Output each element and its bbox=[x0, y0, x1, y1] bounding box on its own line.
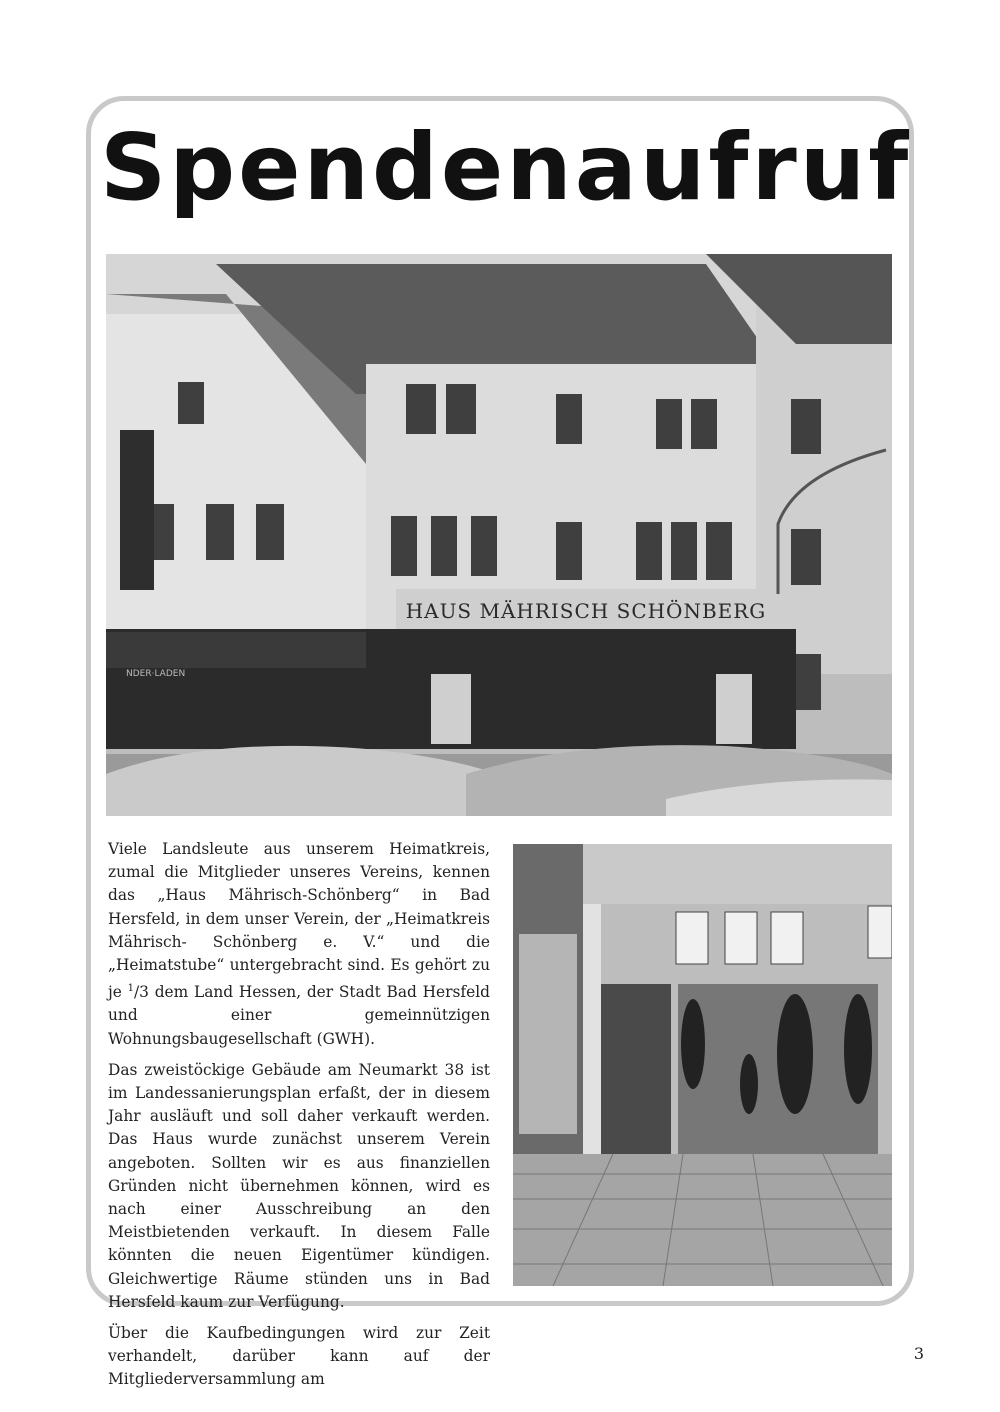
paragraph-3: Über die Kaufbedingungen wird zur Zeit verhandelt, darüber kann auf der Mitgliederversammlung am bbox=[108, 1324, 490, 1389]
article-body bbox=[108, 838, 490, 1400]
shop-sign-text: NDER·LADEN bbox=[126, 669, 186, 679]
paragraph-1-part-1: Viele Landsleute aus unserem Heimatkreis, zumal die Mitglieder unseres Vereins, kennen das „Haus Mährisch-Schönberg“ in Bad Hersfeld, in dem unser Verein, der „Heimatkreis Mährisch- Schönberg e. V.“ und die „Heimatstube“ untergebracht sind. Es gehört zu je bbox=[108, 840, 490, 1002]
paragraph-1-part-2: dem Land Hessen, der Stadt Bad Hersfeld und einer gemeinnützigen Wohnungsbaugesellschaft (GWH). bbox=[108, 983, 490, 1048]
page-number: 3 bbox=[913, 1344, 924, 1363]
paragraph-1 bbox=[108, 838, 490, 1051]
heimatstube-photo bbox=[513, 844, 892, 1286]
building-sign-text: HAUS MÄHRISCH SCHÖNBERG bbox=[405, 599, 767, 623]
paragraph-2: Das zweistöckige Gebäude am Neumarkt 38 ist im Landessanierungsplan erfaßt, der in diesem Jahr ausläuft und soll daher verkauft werden. Das Haus wurde zunächst unserem Verein angeboten. Sollten wir es aus finanziellen Gründen nicht übernehmen können, wird es nach einer Ausschreibung an den Meistbietenden verkauft. In diesem Falle könnten die neuen Eigentümer kündigen. Gleichwertige Räume stünden uns in Bad Hersfeld kaum zur Verfügung. bbox=[108, 1060, 490, 1311]
page-title: Spendenaufruf bbox=[100, 114, 912, 221]
fraction-denominator: /3 bbox=[133, 983, 149, 1002]
building-photo bbox=[106, 254, 892, 816]
fraction-numerator: 1 bbox=[127, 983, 134, 995]
